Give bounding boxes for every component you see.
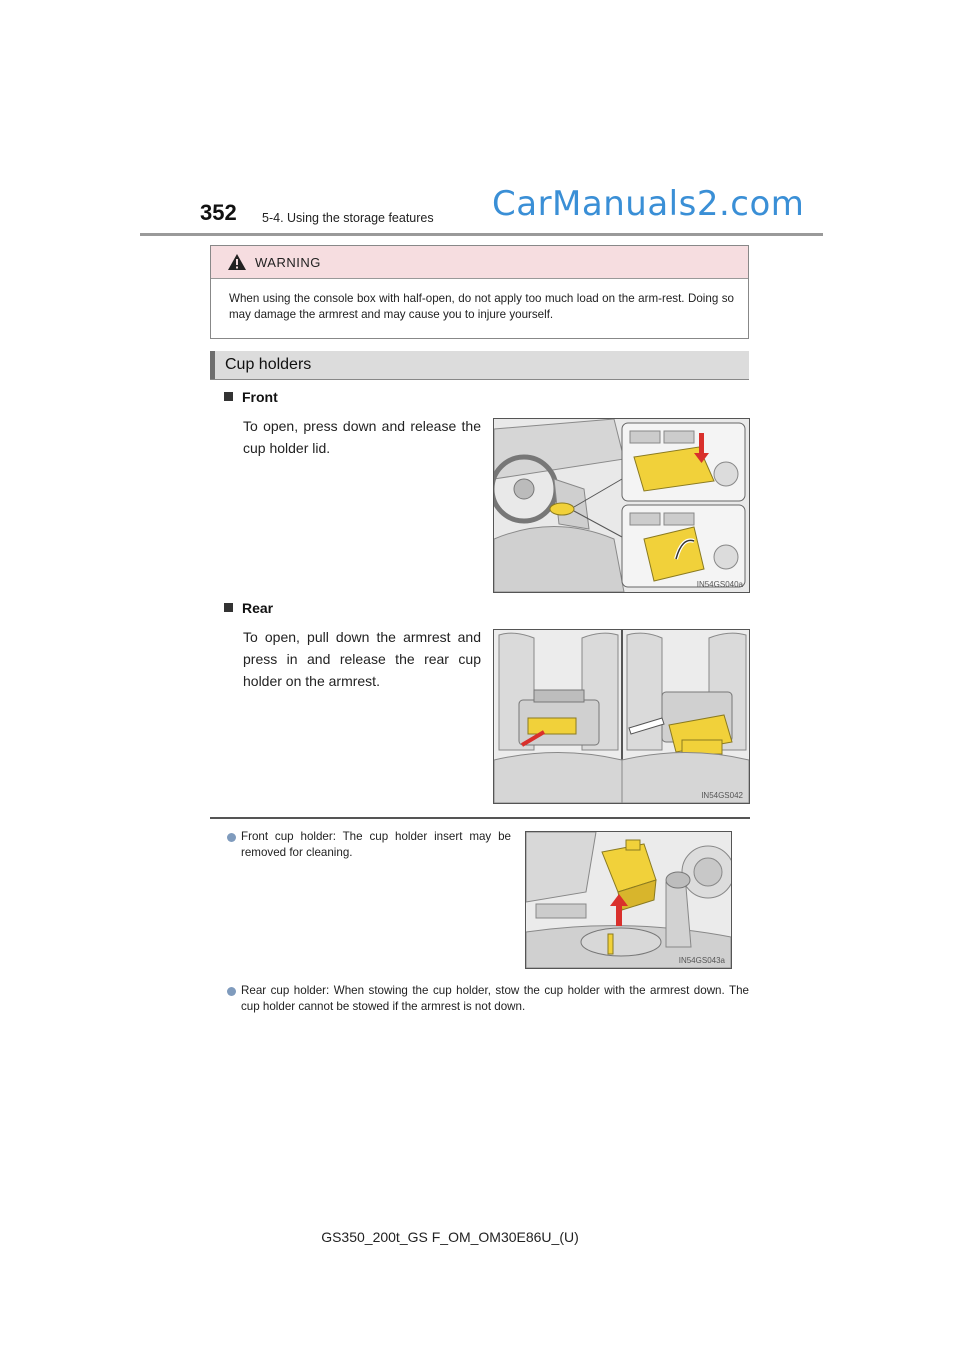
footer-model-text: GS350_200t_GS F_OM_OM30E86U_(U): [321, 1229, 579, 1245]
rear-text: To open, pull down the armrest and press in and release the rear cup holder on the armrest.: [243, 629, 481, 689]
rear-heading-label: Rear: [242, 600, 274, 616]
note-rear-stowing: Rear cup holder: When stowing the cup holder, stow the cup holder with the armrest down. The cup holder cannot be stowed if the armrest is not down.: [241, 984, 749, 1013]
bullet-icon: [227, 833, 236, 842]
section-heading-label: Cup holders: [225, 356, 312, 373]
square-bullet-icon: [224, 392, 233, 401]
section-title: 5-4. Using the storage features: [262, 211, 434, 225]
header-rule: [140, 233, 823, 236]
warning-triangle-icon: [227, 253, 247, 271]
insert-illustration-art: [526, 832, 731, 968]
warning-box: [210, 245, 749, 339]
warning-header: [211, 246, 748, 279]
rear-illustration-art: [494, 630, 749, 803]
front-text: To open, press down and release the cup holder lid.: [243, 418, 481, 456]
cup-holder-insert-illustration: [525, 831, 732, 969]
note-front-cleaning: Front cup holder: The cup holder insert may be removed for cleaning.: [241, 830, 511, 859]
front-illustration-art: [494, 419, 749, 592]
front-heading-label: Front: [242, 389, 278, 405]
watermark-logo: CarManuals2.com: [492, 184, 805, 224]
warning-title: WARNING: [255, 255, 321, 270]
rear-heading: [224, 600, 273, 616]
front-image-code: IN54GS040a: [696, 580, 743, 589]
front-heading: [224, 389, 278, 405]
rear-cup-holder-illustration: [493, 629, 750, 804]
section-heading-accent: [210, 351, 215, 379]
footer-model-code: [0, 1229, 960, 1245]
warning-text: When using the console box with half-open, do not apply too much load on the arm-rest. Doing so may damage the armrest and may cause you to injure yourself.: [229, 292, 734, 321]
rear-image-code: IN54GS042: [701, 791, 743, 800]
insert-image-code: IN54GS043a: [678, 956, 725, 965]
bullet-icon: [227, 987, 236, 996]
square-bullet-icon: [224, 603, 233, 612]
notes-divider: [210, 817, 750, 819]
front-cup-holder-illustration: [493, 418, 750, 593]
section-heading: [210, 351, 749, 380]
page-number: 352: [200, 200, 237, 225]
